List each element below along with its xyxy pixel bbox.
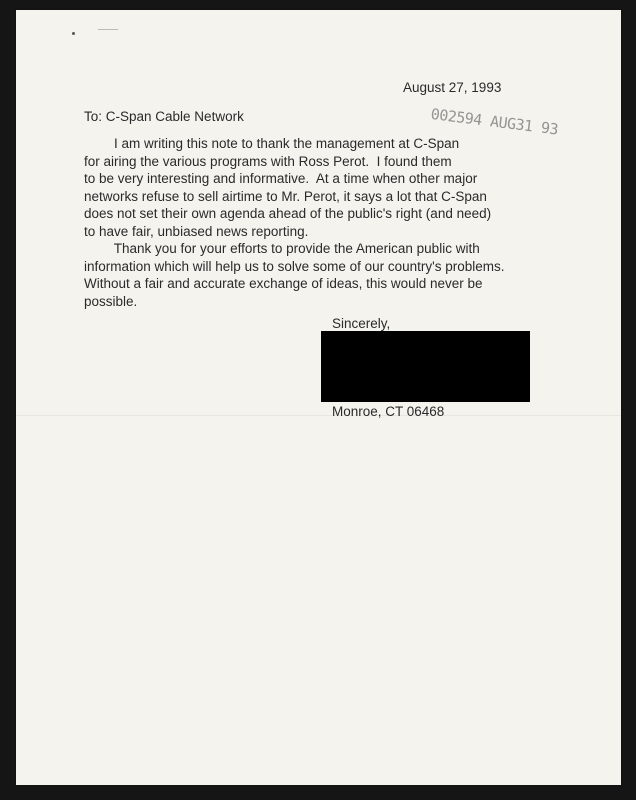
recipient-line: To: C-Span Cable Network bbox=[84, 109, 244, 124]
letter-body bbox=[84, 135, 505, 310]
body-line: to be very interesting and informative. At a time when other major bbox=[84, 171, 478, 186]
paper-speck bbox=[72, 32, 75, 35]
paper-fold bbox=[16, 415, 621, 416]
body-line: information which will help us to solve some of our country's problems. bbox=[84, 258, 505, 274]
body-line: for airing the various programs with Ross Perot. I found them bbox=[84, 153, 452, 169]
body-line: I am writing this note to thank the management at C-Span bbox=[84, 136, 460, 151]
body-line: possible. bbox=[84, 293, 138, 309]
paper-mark bbox=[98, 29, 118, 30]
body-line: Thank you for your efforts to provide the American public with bbox=[84, 241, 480, 256]
letter-page bbox=[16, 10, 621, 785]
letter-date: August 27, 1993 bbox=[403, 80, 502, 95]
redacted-signature-block bbox=[321, 331, 530, 402]
sender-location: Monroe, CT 06468 bbox=[332, 404, 445, 419]
body-line: does not set their own agenda ahead of the public's right (and need) bbox=[84, 206, 492, 221]
body-line: networks refuse to sell airtime to Mr. Perot, it says a lot that C-Span bbox=[84, 188, 487, 204]
body-line: Without a fair and accurate exchange of ideas, this would never be bbox=[84, 276, 483, 291]
closing-salutation: Sincerely, bbox=[332, 316, 391, 331]
body-line: to have fair, unbiased news reporting. bbox=[84, 223, 309, 239]
received-date-stamp: 002594 AUG31 93 bbox=[429, 105, 560, 139]
